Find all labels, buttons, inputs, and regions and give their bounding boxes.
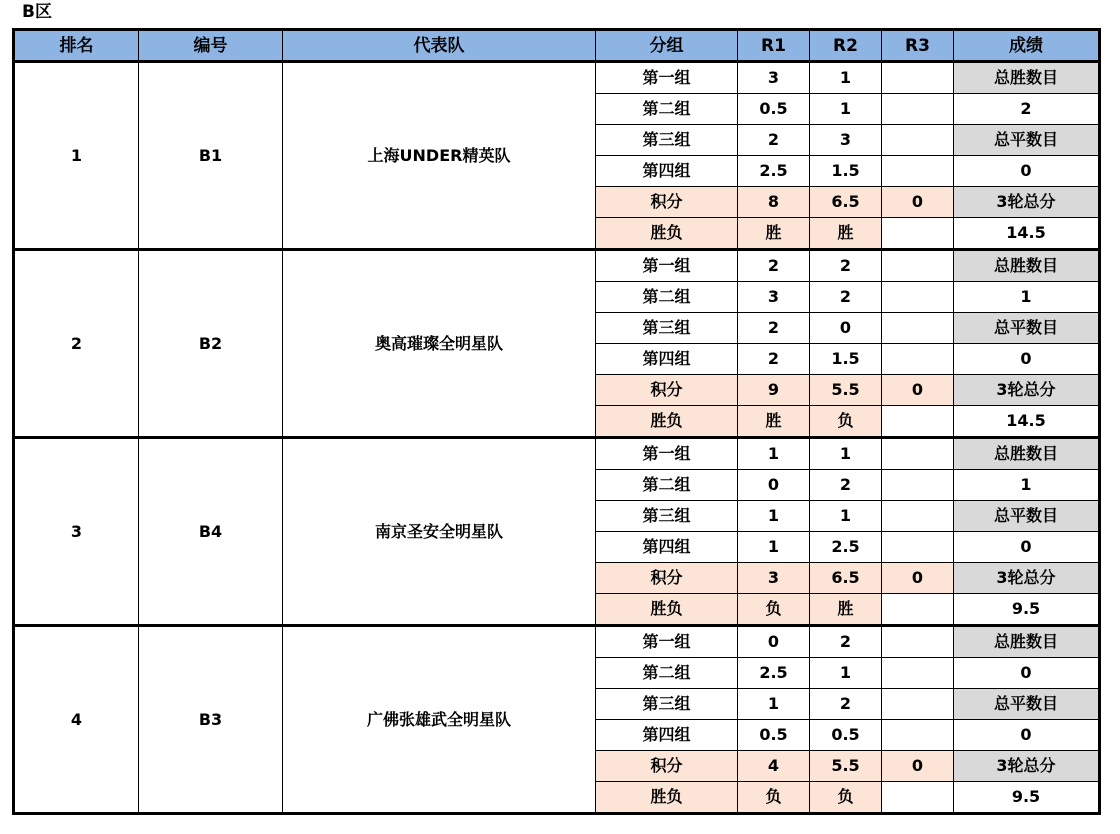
header-row xyxy=(14,30,1100,62)
group-cell: 积分 xyxy=(596,563,738,594)
result-cell: 14.5 xyxy=(954,218,1100,250)
r3-cell: 0 xyxy=(882,187,954,218)
r2-cell: 6.5 xyxy=(810,187,882,218)
group-cell: 第一组 xyxy=(596,438,738,470)
header-r2: R2 xyxy=(810,30,882,62)
group-cell: 第二组 xyxy=(596,282,738,313)
r1-cell: 3 xyxy=(738,563,810,594)
header-result: 成绩 xyxy=(954,30,1100,62)
group-cell: 第三组 xyxy=(596,125,738,156)
r2-cell: 负 xyxy=(810,782,882,814)
result-cell: 9.5 xyxy=(954,782,1100,814)
r1-cell: 0.5 xyxy=(738,720,810,751)
result-cell: 1 xyxy=(954,282,1100,313)
r1-cell: 4 xyxy=(738,751,810,782)
r3-cell xyxy=(882,594,954,626)
rank-cell: 2 xyxy=(14,250,139,438)
r1-cell: 2 xyxy=(738,125,810,156)
r2-cell: 2 xyxy=(810,689,882,720)
r2-cell: 0 xyxy=(810,313,882,344)
team-block xyxy=(14,626,1100,814)
r2-cell: 5.5 xyxy=(810,751,882,782)
r3-cell xyxy=(882,94,954,125)
group-cell: 第二组 xyxy=(596,94,738,125)
r1-cell: 胜 xyxy=(738,406,810,438)
r1-cell: 2 xyxy=(738,250,810,282)
team-code-cell: B1 xyxy=(139,62,283,250)
team-name-cell: 广佛张雄武全明星队 xyxy=(283,626,596,814)
rank-cell: 1 xyxy=(14,62,139,250)
r3-cell xyxy=(882,313,954,344)
group-cell: 积分 xyxy=(596,375,738,406)
group-cell: 胜负 xyxy=(596,406,738,438)
result-cell: 总平数目 xyxy=(954,501,1100,532)
r3-cell xyxy=(882,125,954,156)
r3-cell xyxy=(882,406,954,438)
r3-cell xyxy=(882,689,954,720)
r1-cell: 0 xyxy=(738,470,810,501)
table-row xyxy=(14,438,1100,470)
group-cell: 第一组 xyxy=(596,626,738,658)
r2-cell: 2 xyxy=(810,626,882,658)
r2-cell: 2 xyxy=(810,250,882,282)
r1-cell: 9 xyxy=(738,375,810,406)
r2-cell: 胜 xyxy=(810,594,882,626)
team-name-cell: 奥高璀璨全明星队 xyxy=(283,250,596,438)
r2-cell: 1 xyxy=(810,94,882,125)
group-cell: 第四组 xyxy=(596,344,738,375)
result-cell: 0 xyxy=(954,344,1100,375)
result-cell: 0 xyxy=(954,720,1100,751)
r2-cell: 2 xyxy=(810,282,882,313)
table-row xyxy=(14,250,1100,282)
r2-cell: 2 xyxy=(810,470,882,501)
r2-cell: 5.5 xyxy=(810,375,882,406)
r2-cell: 1 xyxy=(810,62,882,94)
group-cell: 第四组 xyxy=(596,720,738,751)
rank-cell: 4 xyxy=(14,626,139,814)
r3-cell xyxy=(882,62,954,94)
group-cell: 第三组 xyxy=(596,313,738,344)
team-block xyxy=(14,438,1100,626)
result-cell: 总胜数目 xyxy=(954,438,1100,470)
r3-cell xyxy=(882,218,954,250)
r3-cell xyxy=(882,532,954,563)
team-code-cell: B2 xyxy=(139,250,283,438)
group-cell: 第四组 xyxy=(596,532,738,563)
header-r1: R1 xyxy=(738,30,810,62)
r1-cell: 8 xyxy=(738,187,810,218)
r1-cell: 胜 xyxy=(738,218,810,250)
r2-cell: 1 xyxy=(810,438,882,470)
group-cell: 胜负 xyxy=(596,218,738,250)
result-cell: 总平数目 xyxy=(954,313,1100,344)
r1-cell: 0.5 xyxy=(738,94,810,125)
result-cell: 0 xyxy=(954,532,1100,563)
result-cell: 总平数目 xyxy=(954,125,1100,156)
r3-cell xyxy=(882,720,954,751)
table-row xyxy=(14,62,1100,94)
r1-cell: 3 xyxy=(738,62,810,94)
team-code-cell: B4 xyxy=(139,438,283,626)
r1-cell: 2.5 xyxy=(738,156,810,187)
result-cell: 0 xyxy=(954,156,1100,187)
r3-cell xyxy=(882,626,954,658)
r1-cell: 0 xyxy=(738,626,810,658)
group-cell: 第三组 xyxy=(596,689,738,720)
r3-cell xyxy=(882,470,954,501)
r3-cell xyxy=(882,344,954,375)
result-cell: 3轮总分 xyxy=(954,563,1100,594)
team-block xyxy=(14,62,1100,250)
result-cell: 9.5 xyxy=(954,594,1100,626)
r3-cell xyxy=(882,156,954,187)
result-cell: 14.5 xyxy=(954,406,1100,438)
result-cell: 总胜数目 xyxy=(954,62,1100,94)
result-cell: 0 xyxy=(954,658,1100,689)
group-cell: 第四组 xyxy=(596,156,738,187)
result-cell: 1 xyxy=(954,470,1100,501)
r3-cell: 0 xyxy=(882,375,954,406)
standings-table xyxy=(12,28,1101,815)
r1-cell: 3 xyxy=(738,282,810,313)
result-cell: 总平数目 xyxy=(954,689,1100,720)
r3-cell xyxy=(882,250,954,282)
r3-cell xyxy=(882,501,954,532)
r1-cell: 负 xyxy=(738,782,810,814)
team-code-cell: B3 xyxy=(139,626,283,814)
result-cell: 总胜数目 xyxy=(954,250,1100,282)
group-cell: 胜负 xyxy=(596,782,738,814)
r3-cell xyxy=(882,658,954,689)
r2-cell: 6.5 xyxy=(810,563,882,594)
r3-cell: 0 xyxy=(882,563,954,594)
r1-cell: 1 xyxy=(738,438,810,470)
r2-cell: 1 xyxy=(810,658,882,689)
r1-cell: 2 xyxy=(738,313,810,344)
team-name-cell: 上海UNDER精英队 xyxy=(283,62,596,250)
zone-title: B区 xyxy=(22,2,52,22)
team-block xyxy=(14,250,1100,438)
r3-cell xyxy=(882,282,954,313)
r1-cell: 负 xyxy=(738,594,810,626)
result-cell: 总胜数目 xyxy=(954,626,1100,658)
table-row xyxy=(14,626,1100,658)
r1-cell: 2 xyxy=(738,344,810,375)
header-team: 代表队 xyxy=(283,30,596,62)
team-name-cell: 南京圣安全明星队 xyxy=(283,438,596,626)
header-code: 编号 xyxy=(139,30,283,62)
r3-cell: 0 xyxy=(882,751,954,782)
group-cell: 胜负 xyxy=(596,594,738,626)
group-cell: 第三组 xyxy=(596,501,738,532)
r3-cell xyxy=(882,782,954,814)
r2-cell: 1.5 xyxy=(810,344,882,375)
header-r3: R3 xyxy=(882,30,954,62)
r1-cell: 2.5 xyxy=(738,658,810,689)
result-cell: 3轮总分 xyxy=(954,751,1100,782)
r2-cell: 1 xyxy=(810,501,882,532)
r1-cell: 1 xyxy=(738,532,810,563)
group-cell: 第二组 xyxy=(596,658,738,689)
group-cell: 第一组 xyxy=(596,250,738,282)
rank-cell: 3 xyxy=(14,438,139,626)
group-cell: 第二组 xyxy=(596,470,738,501)
r2-cell: 1.5 xyxy=(810,156,882,187)
r2-cell: 胜 xyxy=(810,218,882,250)
r2-cell: 0.5 xyxy=(810,720,882,751)
group-cell: 积分 xyxy=(596,187,738,218)
result-cell: 3轮总分 xyxy=(954,187,1100,218)
group-cell: 第一组 xyxy=(596,62,738,94)
header-rank: 排名 xyxy=(14,30,139,62)
r2-cell: 负 xyxy=(810,406,882,438)
r1-cell: 1 xyxy=(738,501,810,532)
header-group: 分组 xyxy=(596,30,738,62)
r2-cell: 2.5 xyxy=(810,532,882,563)
r3-cell xyxy=(882,438,954,470)
r2-cell: 3 xyxy=(810,125,882,156)
group-cell: 积分 xyxy=(596,751,738,782)
result-cell: 3轮总分 xyxy=(954,375,1100,406)
r1-cell: 1 xyxy=(738,689,810,720)
result-cell: 2 xyxy=(954,94,1100,125)
